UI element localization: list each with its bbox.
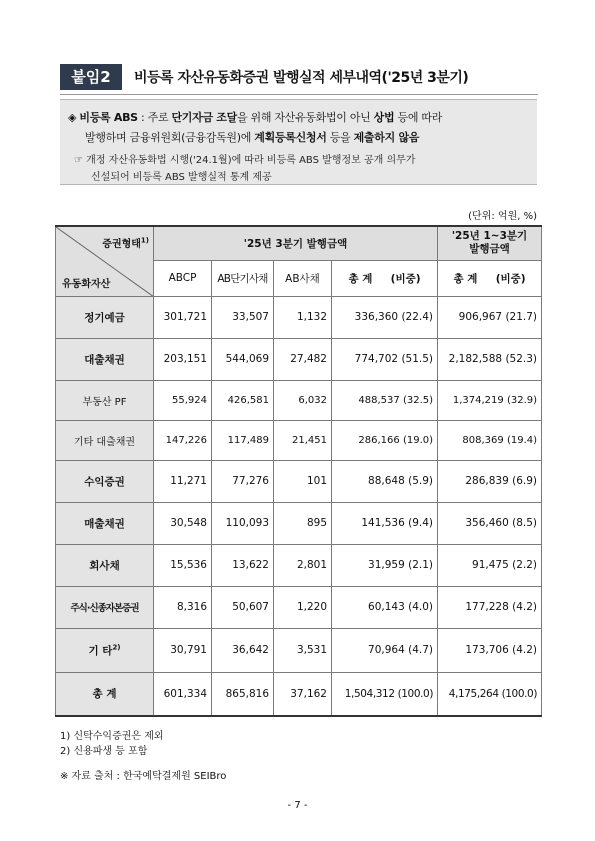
cell-abcp: 147,226	[154, 420, 212, 460]
cell-abcp: 30,791	[154, 628, 212, 672]
table-row	[56, 420, 542, 460]
cell-abcp: 30,548	[154, 502, 212, 544]
col-header-total	[332, 260, 438, 296]
ytd-value: 1,374,219	[452, 394, 504, 406]
total-value: 141,536	[361, 517, 405, 529]
ytd-share-value: (4.2)	[512, 601, 538, 613]
cell-total	[332, 420, 438, 460]
info-text: : 주로	[137, 111, 172, 124]
row-label: 회사채	[56, 544, 154, 586]
table-row	[56, 296, 542, 338]
cell-ab-bond: 27,482	[274, 338, 332, 380]
title-bar	[60, 64, 538, 95]
cell-ab-bond: 895	[274, 502, 332, 544]
note-line-1	[74, 151, 415, 166]
corner-bottom-label: 유동화자산	[62, 278, 111, 290]
share-value: (100.0)	[397, 687, 434, 700]
cell-ab-bond: 6,032	[274, 380, 332, 420]
row-label: 기타 대출채권	[56, 420, 154, 460]
footnote-1: 1) 신탁수익증권은 제외	[60, 731, 164, 742]
note-line-2	[91, 168, 272, 183]
page-number: - 7 -	[287, 800, 308, 811]
table-row	[56, 338, 542, 380]
ytd-value: 4,175,264	[448, 687, 499, 700]
cell-ab-short-term: 117,489	[212, 420, 274, 460]
share-label: (비중)	[495, 272, 526, 285]
header-q3-group: '25년 3분기 발행금액	[154, 226, 438, 260]
cell-total	[332, 502, 438, 544]
info-line-1	[68, 109, 442, 125]
cell-ab-short-term: 865,816	[212, 672, 274, 716]
cell-abcp: 55,924	[154, 380, 212, 420]
row-label: 매출채권	[56, 502, 154, 544]
total-value: 488,537	[358, 394, 400, 406]
total-value: 60,143	[368, 601, 405, 613]
cell-ytd	[438, 380, 542, 420]
footnote-ref: 2)	[112, 643, 121, 651]
cell-ytd	[438, 460, 542, 502]
corner-top-text: 증권형태	[102, 239, 141, 250]
info-box	[60, 99, 537, 185]
cell-ab-bond: 1,220	[274, 586, 332, 628]
info-text: 등에 따라	[394, 111, 443, 124]
table-row	[56, 502, 542, 544]
cell-ytd	[438, 502, 542, 544]
share-value: (2.1)	[408, 559, 434, 571]
cell-total	[332, 544, 438, 586]
footnote-ref: 1)	[140, 236, 149, 245]
ytd-share-value: (21.7)	[505, 311, 538, 323]
total-value: 1,504,312	[344, 687, 395, 700]
cell-ab-bond: 3,531	[274, 628, 332, 672]
cell-abcp: 301,721	[154, 296, 212, 338]
table-row	[56, 628, 542, 672]
footnote-2: 2) 신용파생 등 포함	[60, 746, 148, 757]
ytd-share-value: (2.2)	[512, 559, 538, 571]
ytd-header-line: 발행금액	[469, 243, 510, 256]
cell-ytd	[438, 628, 542, 672]
share-value: (4.7)	[408, 644, 434, 656]
cell-total	[332, 296, 438, 338]
cell-abcp: 11,271	[154, 460, 212, 502]
share-value: (19.0)	[402, 434, 434, 446]
cell-abcp: 15,536	[154, 544, 212, 586]
share-value: (51.5)	[401, 353, 434, 365]
table-corner-header	[56, 226, 154, 296]
ytd-share-value: (100.0)	[501, 687, 538, 700]
share-value: (5.9)	[408, 475, 434, 487]
total-value: 70,964	[368, 644, 405, 656]
info-text: 발행하며 금융위원회(금융감독원)에	[85, 131, 255, 144]
cell-ab-bond: 37,162	[274, 672, 332, 716]
cell-abcp: 8,316	[154, 586, 212, 628]
row-label: 대출채권	[56, 338, 154, 380]
total-value: 31,959	[368, 559, 405, 571]
ytd-value: 286,839	[465, 475, 509, 487]
cell-ytd	[438, 420, 542, 460]
table-total-row	[56, 672, 542, 716]
col-header-abcp: ABCP	[154, 260, 212, 296]
info-line-2	[85, 129, 419, 145]
total-value: 88,648	[368, 475, 405, 487]
info-text: 을 위해 자산유동화법이 아닌	[236, 111, 374, 124]
cell-ab-short-term: 13,622	[212, 544, 274, 586]
share-value: (22.4)	[401, 311, 434, 323]
ytd-value: 2,182,588	[448, 353, 503, 365]
cell-ab-short-term: 544,069	[212, 338, 274, 380]
ytd-share-value: (6.9)	[512, 475, 538, 487]
total-label: 총 계	[453, 272, 478, 285]
cell-ab-short-term: 36,642	[212, 628, 274, 672]
page-title: 비등록 자산유동화증권 발행실적 세부내역('25년 3분기)	[134, 70, 469, 86]
info-emphasis: 계획등록신청서	[254, 131, 327, 144]
ytd-value: 808,369	[462, 434, 504, 446]
cell-ytd	[438, 544, 542, 586]
cell-abcp: 601,334	[154, 672, 212, 716]
cell-ab-bond: 21,451	[274, 420, 332, 460]
info-emphasis: 단기자금 조달	[171, 111, 237, 124]
ytd-share-value: (4.2)	[512, 644, 538, 656]
share-value: (4.0)	[408, 601, 434, 613]
cell-ab-short-term: 50,607	[212, 586, 274, 628]
corner-top-label	[102, 235, 149, 250]
unit-label: (단위: 억원, %)	[468, 211, 537, 222]
ytd-value: 906,967	[458, 311, 503, 323]
row-label: 주식·신종자본증권	[56, 586, 154, 628]
ytd-value: 91,475	[472, 559, 509, 571]
cell-ab-bond: 2,801	[274, 544, 332, 586]
attachment-badge: 붙임2	[60, 64, 122, 90]
share-value: (9.4)	[408, 517, 434, 529]
table-row	[56, 380, 542, 420]
cell-ab-short-term: 110,093	[212, 502, 274, 544]
ytd-share-value: (8.5)	[512, 517, 538, 529]
cell-ytd	[438, 586, 542, 628]
cell-ab-short-term: 33,507	[212, 296, 274, 338]
issuance-table	[55, 225, 542, 717]
cell-total	[332, 338, 438, 380]
source-note: ※ 자료 출처 : 한국예탁결제원 SEIBro	[60, 771, 227, 782]
note-text: 신설되어 비등록 ABS 발행실적 통계 제공	[91, 172, 272, 183]
table-row	[56, 544, 542, 586]
term-label: 비등록 ABS	[79, 111, 138, 124]
table-row	[56, 460, 542, 502]
info-emphasis: 상법	[373, 111, 395, 124]
cell-ytd	[438, 672, 542, 716]
col-header-ab-bond: AB사채	[274, 260, 332, 296]
cell-ab-bond: 101	[274, 460, 332, 502]
share-label: (비중)	[390, 272, 421, 285]
ytd-share-value: (52.3)	[505, 353, 538, 365]
row-label: 총 계	[56, 672, 154, 716]
ytd-value: 356,460	[465, 517, 509, 529]
row-label	[56, 628, 154, 672]
table-row	[56, 586, 542, 628]
total-value: 286,166	[358, 434, 400, 446]
total-value: 336,360	[354, 311, 399, 323]
cell-ytd	[438, 296, 542, 338]
note-text: 개정 자산유동화법 시행('24.1월)에 따라 비등록 ABS 발행정보 공개 의무가	[86, 155, 416, 166]
row-label: 수익증권	[56, 460, 154, 502]
total-label: 총 계	[348, 272, 373, 285]
pointing-hand-icon: ☞	[74, 155, 83, 166]
share-value: (32.5)	[402, 394, 434, 406]
ytd-header-line: '25년 1~3분기	[451, 230, 528, 243]
total-value: 774,702	[354, 353, 399, 365]
col-header-ytd-total	[438, 260, 542, 296]
ytd-value: 177,228	[465, 601, 509, 613]
row-label-text: 기 타	[88, 644, 113, 657]
cell-ytd	[438, 338, 542, 380]
info-emphasis: 제출하지 않음	[353, 131, 420, 144]
cell-total	[332, 672, 438, 716]
cell-total	[332, 628, 438, 672]
header-ytd-group	[438, 226, 542, 260]
cell-ab-short-term: 426,581	[212, 380, 274, 420]
row-label: 정기예금	[56, 296, 154, 338]
cell-ab-bond: 1,132	[274, 296, 332, 338]
cell-total	[332, 586, 438, 628]
cell-ab-short-term: 77,276	[212, 460, 274, 502]
info-text: 등을	[326, 131, 354, 144]
cell-total	[332, 380, 438, 420]
col-header-ab-short-term: AB단기사채	[212, 260, 274, 296]
ytd-share-value: (19.4)	[506, 434, 538, 446]
cell-abcp: 203,151	[154, 338, 212, 380]
diamond-bullet-icon: ◈	[68, 111, 77, 124]
cell-total	[332, 460, 438, 502]
ytd-share-value: (32.9)	[506, 394, 538, 406]
row-label: 부동산 PF	[56, 380, 154, 420]
ytd-value: 173,706	[465, 644, 509, 656]
